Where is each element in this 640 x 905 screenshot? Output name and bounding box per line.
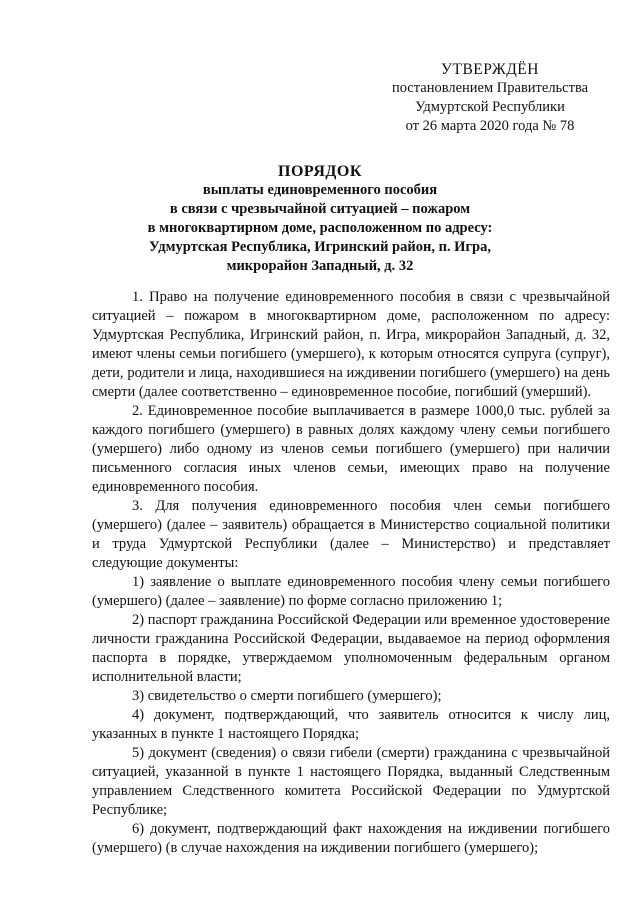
list-item-4: 4) документ, подтверждающий, что заявитель относится к числу лиц, указанных в пункте 1 настоящего Порядка; xyxy=(92,707,610,742)
document-body xyxy=(92,288,610,858)
document-title: ПОРЯДОК xyxy=(278,163,362,180)
list-item-5: 5) документ (сведения) о связи гибели (смерти) гражданина с чрезвычайной ситуацией, указанной в пункте 1 настоящего Порядка, выданный Следственным управлением Следственного комитета Российской Федерации по Удмуртской Республике; xyxy=(92,745,610,818)
heading-line-1: выплаты единовременного пособия xyxy=(202,182,438,198)
heading-line-2: в связи с чрезвычайной ситуацией – пожаром xyxy=(169,201,471,217)
heading-line-4: Удмуртская Республика, Игринский район, п. Игра, xyxy=(148,239,491,255)
heading-line-3: в многоквартирном доме, расположенном по адресу: xyxy=(147,220,493,236)
heading-line-5: микрорайон Западный, д. 32 xyxy=(226,258,414,274)
paragraph-3: 3. Для получения единовременного пособия член семьи погибшего (умершего) (далее – заявитель) обращается в Министерство социальной политики и труда Удмуртской Республики (далее – Министерство) и представляет следующие документы: xyxy=(92,498,610,571)
paragraph-1: 1. Право на получение единовременного пособия в связи с чрезвычайной ситуацией – пожаром в многоквартирном доме, расположенном по адресу: Удмуртская Республика, Игринский район, п. Игра, микрорайон Западный, д. 32, имеют члены семьи погибшего (умершего), к которым относятся супруга (супруг), дети, родители и лица, находившиеся на иждивении погибшего (умершего) на день смерти (далее соответственно – единовременное пособие, погибший (умерший). xyxy=(92,289,610,400)
list-item-2: 2) паспорт гражданина Российской Федерации или временное удостоверение личности гражданина Российской Федерации, выдаваемое на период оформления паспорта в порядке, утверждаемом уполномоченным федеральным органом исполнительной власти; xyxy=(92,612,610,685)
document-heading xyxy=(90,162,550,276)
approval-line-3: от 26 марта 2020 года № 78 xyxy=(405,118,575,134)
approval-line-2: Удмуртской Республики xyxy=(415,99,565,115)
approval-title: УТВЕРЖДЁН xyxy=(441,61,539,78)
list-item-6: 6) документ, подтверждающий факт нахождения на иждивении погибшего (умершего) (в случае нахождения на иждивении погибшего (умершего); xyxy=(92,821,610,856)
approval-block xyxy=(380,60,600,136)
list-item-3: 3) свидетельство о смерти погибшего (умершего); xyxy=(132,688,442,704)
paragraph-2: 2. Единовременное пособие выплачивается в размере 1000,0 тыс. рублей за каждого погибшего (умершего) в равных долях каждому члену семьи погибшего (умершего) либо одному из членов семьи погибшего (умершего) при наличии письменного согласия иных членов семьи, имеющих право на получение единовременного пособия. xyxy=(92,403,610,495)
approval-line-1: постановлением Правительства xyxy=(391,80,589,96)
list-item-1: 1) заявление о выплате единовременного пособия члену семьи погибшего (умершего) (далее – заявление) по форме согласно приложению 1; xyxy=(92,574,610,609)
